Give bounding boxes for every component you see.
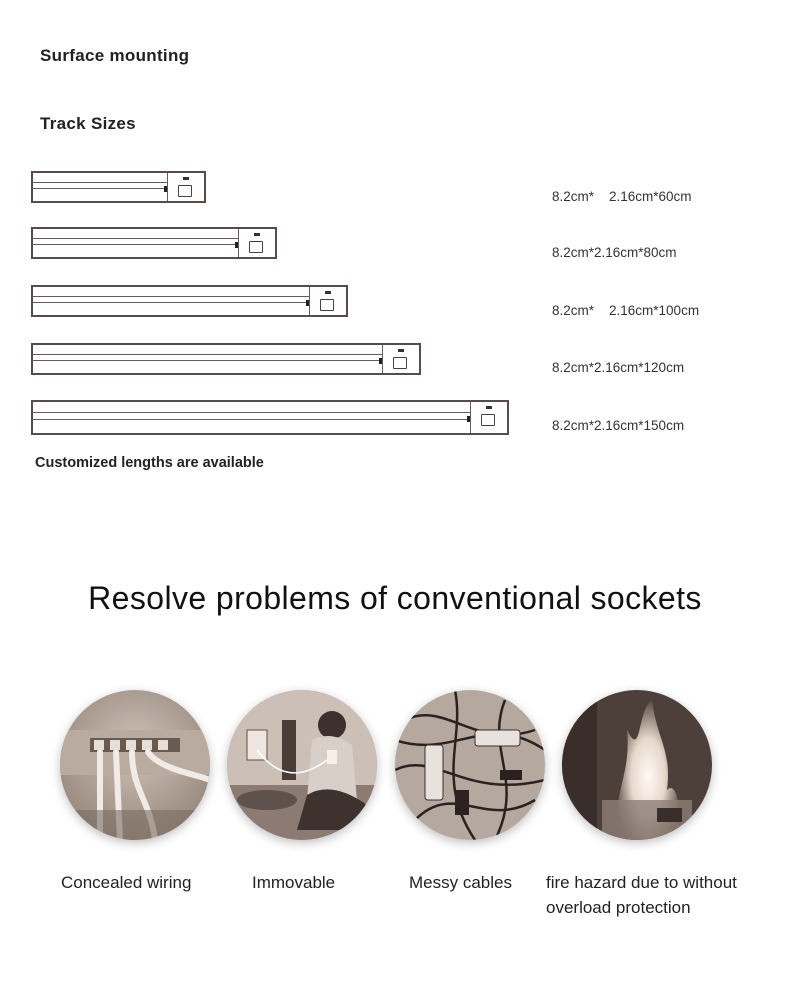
indicator-icon <box>254 233 260 236</box>
socket-icon <box>178 185 192 197</box>
socket-icon <box>481 414 495 426</box>
concealed-wiring-caption: Concealed wiring <box>61 873 192 892</box>
track-80cm-image <box>31 227 277 259</box>
indicator-icon <box>486 406 492 409</box>
immovable-caption: Immovable <box>252 873 336 892</box>
indicator-icon <box>325 291 331 294</box>
concealed-wiring-photo <box>60 690 210 840</box>
section-heading: Resolve problems of conventional sockets <box>88 580 702 616</box>
indicator-icon <box>183 177 189 180</box>
socket-icon <box>320 299 334 311</box>
track-60cm-image <box>31 171 206 203</box>
track-sizes-title: Track Sizes <box>40 114 136 133</box>
track-100cm-image <box>31 285 348 317</box>
fire-hazard-caption: fire hazard due to without overload protection <box>546 873 737 917</box>
customized-lengths-note: Customized lengths are available <box>35 455 264 471</box>
track-150cm-image <box>31 400 509 435</box>
socket-icon <box>393 357 407 369</box>
messy-cables-photo <box>395 690 545 840</box>
surface-mounting-title: Surface mounting <box>40 46 190 65</box>
immovable-photo <box>227 690 377 840</box>
fire-hazard-photo <box>562 690 712 840</box>
track-size-label: 8.2cm* 2.16cm*100cm <box>552 303 700 318</box>
track-size-label: 8.2cm*2.16cm*120cm <box>552 360 685 375</box>
messy-cables-caption: Messy cables <box>409 873 512 892</box>
track-size-label: 8.2cm*2.16cm*80cm <box>552 245 677 260</box>
track-120cm-image <box>31 343 421 375</box>
socket-icon <box>249 241 263 253</box>
track-size-label: 8.2cm*2.16cm*150cm <box>552 418 685 433</box>
track-size-label: 8.2cm* 2.16cm*60cm <box>552 189 692 204</box>
indicator-icon <box>398 349 404 352</box>
